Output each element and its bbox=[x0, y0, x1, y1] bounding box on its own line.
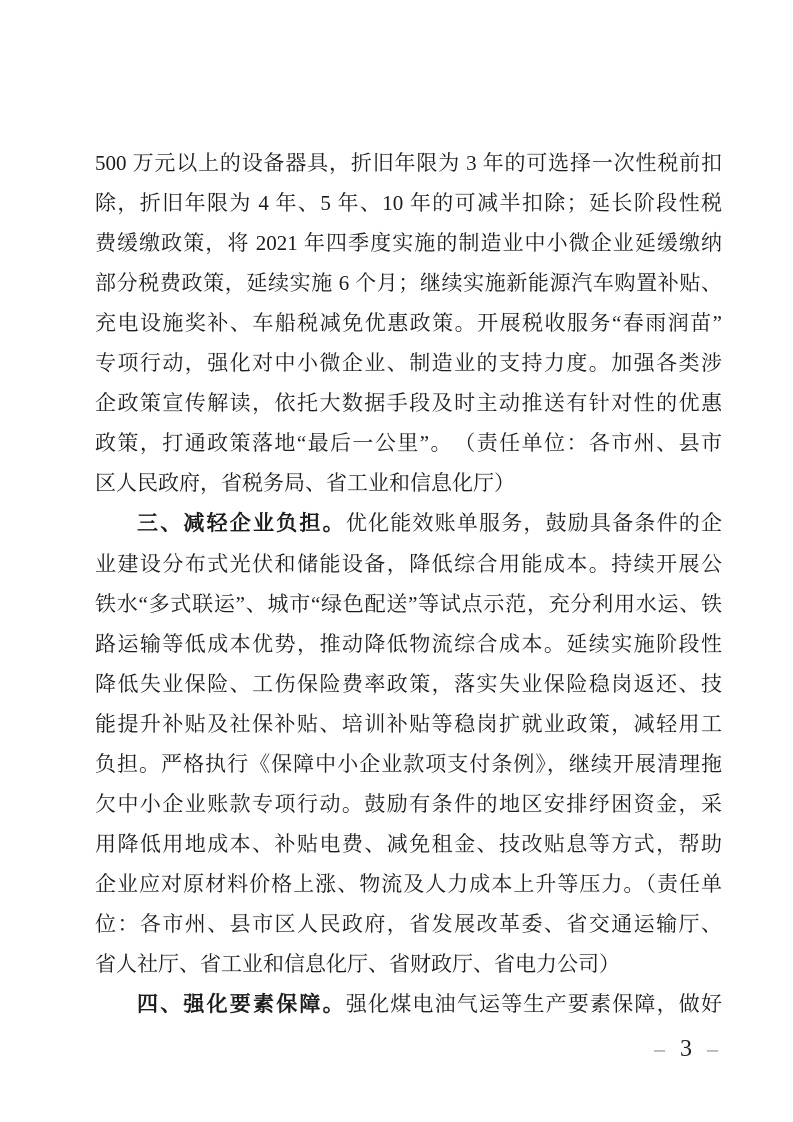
text-run: 强化煤电油气运等生产要素保障，做好 bbox=[345, 992, 723, 1016]
text-line: 欠中小企业账款专项行动。鼓励有条件的地区安排纾困资金，采 bbox=[95, 792, 722, 816]
text-line: 500 万元以上的设备器具，折旧年限为 3 年的可选择一次性税前扣 bbox=[95, 151, 722, 175]
text-line: 政策，打通政策落地“最后一公里”。 （责任单位：各市州、县市 bbox=[95, 431, 722, 455]
paragraph-continuation bbox=[95, 143, 722, 503]
text-line bbox=[95, 984, 722, 1025]
paragraph-section-3 bbox=[95, 503, 722, 984]
text-line: 专项行动，强化对中小微企业、制造业的支持力度。加强各类涉 bbox=[95, 351, 722, 375]
text-line: 除，折旧年限为 4 年、5 年、10 年的可减半扣除；延长阶段性税 bbox=[95, 191, 722, 215]
text-line: 部分税费政策，延续实施 6 个月；继续实施新能源汽车购置补贴、 bbox=[95, 271, 722, 295]
section-heading: 三、减轻企业负担。 bbox=[137, 512, 346, 535]
text-line: 省人社厅、省工业和信息化厅、省财政厅、省电力公司） bbox=[95, 952, 620, 976]
text-line: 区人民政府，省税务局、省工业和信息化厅） bbox=[95, 471, 515, 495]
section-heading: 四、强化要素保障。 bbox=[137, 993, 346, 1016]
document-body bbox=[95, 143, 722, 1025]
text-line: 铁水“多式联运”、城市“绿色配送”等试点示范，充分利用水运、铁 bbox=[95, 592, 722, 616]
text-line: 降低失业保险、工伤保险费率政策，落实失业保险稳岗返还、技 bbox=[95, 672, 722, 696]
text-line: 用降低用地成本、补贴电费、减免租金、技改贴息等方式，帮助 bbox=[95, 832, 722, 856]
text-line: 路运输等低成本优势，推动降低物流综合成本。延续实施阶段性 bbox=[95, 632, 722, 656]
text-line: 企政策宣传解读，依托大数据手段及时主动推送有针对性的优惠 bbox=[95, 391, 722, 415]
text-run: 优化能效账单服务，鼓励具备条件的企 bbox=[345, 511, 723, 535]
paragraph-section-4 bbox=[95, 984, 722, 1025]
text-line: 费缓缴政策，将 2021 年四季度实施的制造业中小微企业延缓缴纳 bbox=[95, 231, 722, 255]
footer-dash-left: – bbox=[654, 1036, 665, 1061]
text-line bbox=[95, 503, 722, 544]
footer-dash-right: – bbox=[707, 1036, 718, 1061]
text-line: 业建设分布式光伏和储能设备，降低综合用能成本。持续开展公 bbox=[95, 552, 722, 576]
text-line: 企业应对原材料价格上涨、物流及人力成本上升等压力。（责任单 bbox=[95, 872, 722, 896]
text-line: 充电设施奖补、车船税减免优惠政策。开展税收服务“春雨润苗” bbox=[95, 311, 722, 335]
page-footer bbox=[654, 1034, 718, 1064]
text-line: 位：各市州、县市区人民政府，省发展改革委、省交通运输厅、 bbox=[95, 912, 722, 936]
text-line: 能提升补贴及社保补贴、培训补贴等稳岗扩就业政策，减轻用工 bbox=[95, 712, 722, 736]
text-line: 负担。严格执行《保障中小企业款项支付条例》，继续开展清理拖 bbox=[95, 752, 722, 776]
page-number: 3 bbox=[680, 1035, 692, 1062]
